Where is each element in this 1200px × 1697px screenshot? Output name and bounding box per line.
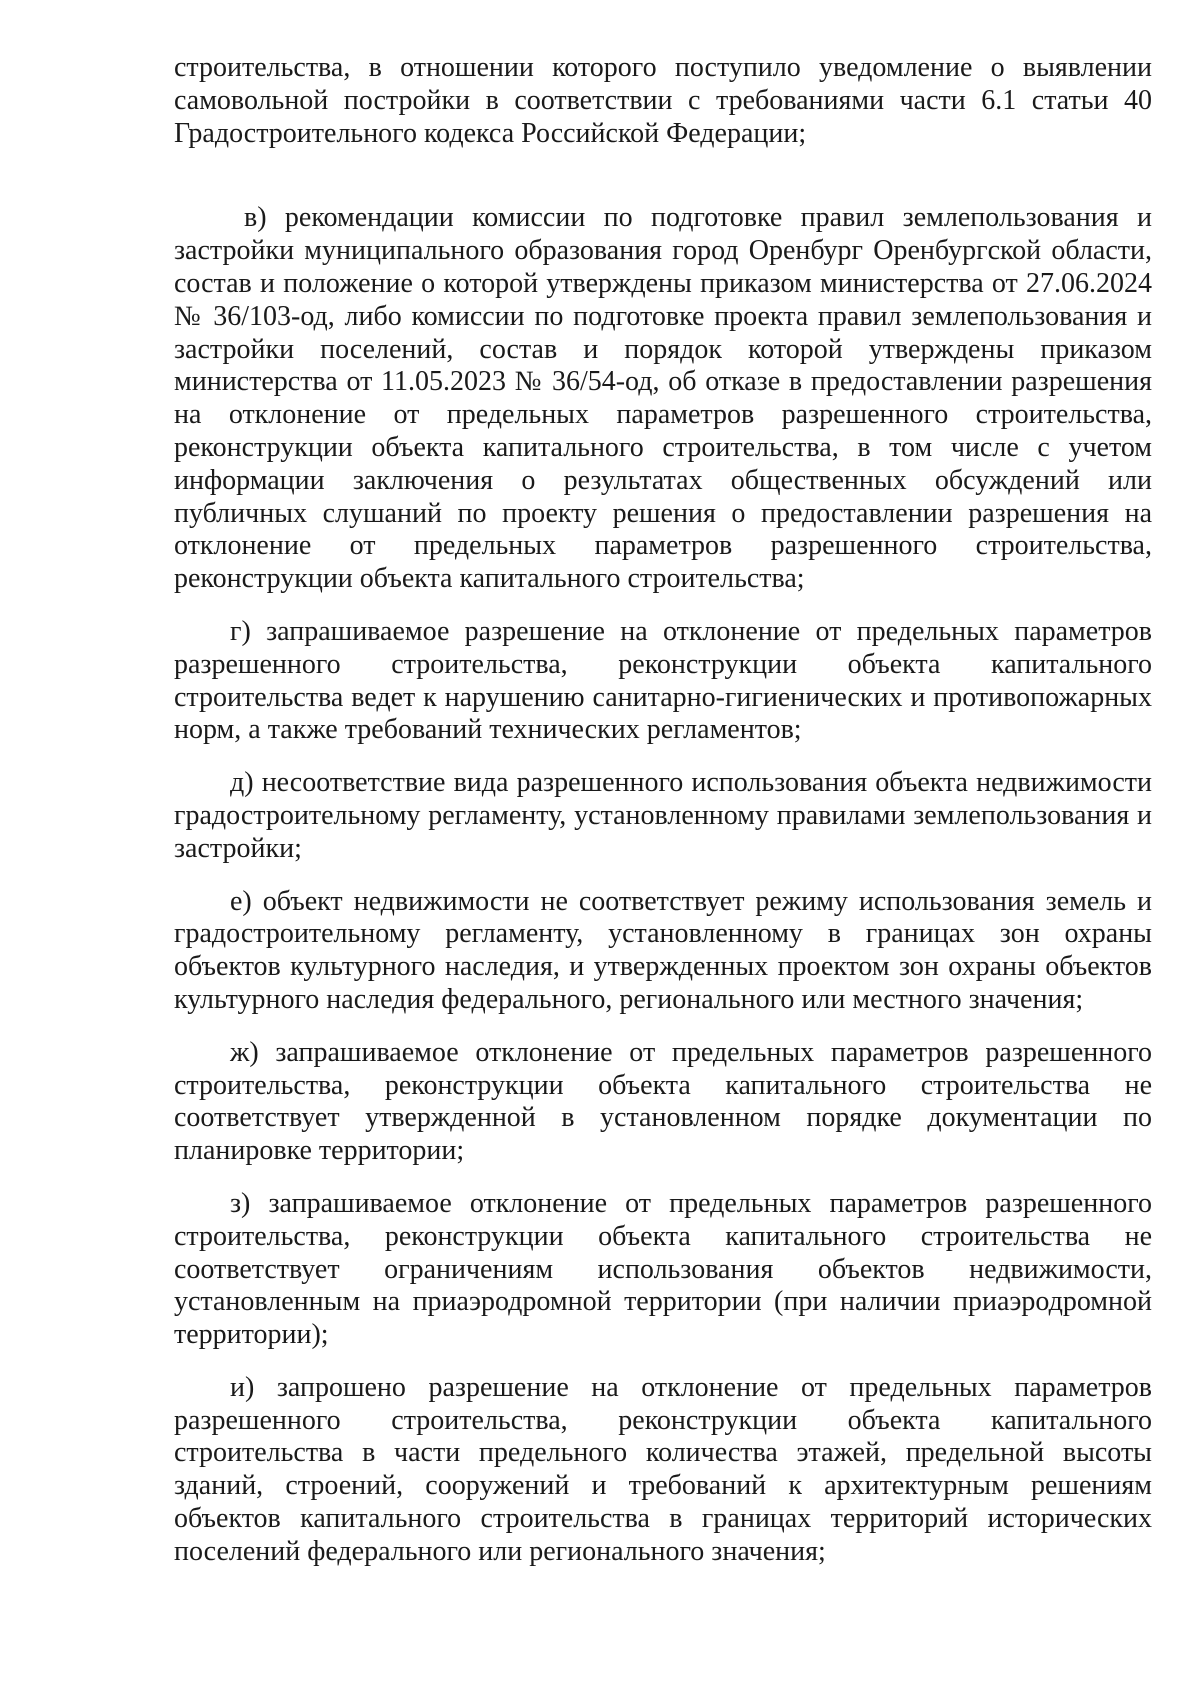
paragraph-item-g: г) запрашиваемое разрешение на отклонение от предельных параметров разрешенного строительства, реконструкции объекта капитального строительства ведет к нарушению санитарно-гигиенических и противопожарных норм, а также требований технических регламентов; [174,615,1152,746]
paragraph-continuation: строительства, в отношении которого поступило уведомление о выявлении самовольной постройки в соответствии с требованиями части 6.1 статьи 40 Градостроительного кодекса Российской Федерации; [174,52,1152,149]
document-page [174,52,1152,1589]
paragraph-item-d: д) несоответствие вида разрешенного использования объекта недвижимости градостроительному регламенту, установленному правилами землепользования и застройки; [174,767,1152,864]
paragraph-item-i: и) запрошено разрешение на отклонение от предельных параметров разрешенного строительства, реконструкции объекта капитального строительства в части предельного количества этажей, предельной высоты зданий, строений, сооружений и требований к архитектурным решениям объектов капитального строительства в границах территорий исторических поселений федерального или регионального значения; [174,1371,1152,1567]
paragraph-item-z: з) запрашиваемое отклонение от предельных параметров разрешенного строительства, реконструкции объекта капитального строительства не соответствует ограничениям использования объектов недвижимости, установленным на приаэродромной территории (при наличии приаэродромной территории); [174,1187,1152,1351]
paragraph-item-e: е) объект недвижимости не соответствует режиму использования земель и градостроительному регламенту, установленному в границах зон охраны объектов культурного наследия, и утвержденных проектом зон охраны объектов культурного наследия федерального, регионального или местного значения; [174,885,1152,1015]
paragraph-item-zh: ж) запрашиваемое отклонение от предельных параметров разрешенного строительства, реконструкции объекта капитального строительства не соответствует утвержденной в установленном порядке документации по планировке территории; [174,1036,1152,1167]
paragraph-item-v: в) рекомендации комиссии по подготовке правил землепользования и застройки муниципального образования город Оренбург Оренбургской области, состав и положение о которой утверждены приказом министерства от 27.06.2024 № 36/103-од, либо комиссии по подготовке проекта правил землепользования и застройки поселений, состав и порядок которой утверждены приказом министерства от 11.05.2023 № 36/54-од, об отказе в предоставлении разрешения на отклонение от предельных параметров разрешенного строительства, реконструкции объекта капитального строительства, в том числе с учетом информации заключения о результатах общественных обсуждений или публичных слушаний по проекту решения о предоставлении разрешения на отклонение от предельных параметров разрешенного строительства, реконструкции объекта капитального строительства; [174,202,1152,595]
